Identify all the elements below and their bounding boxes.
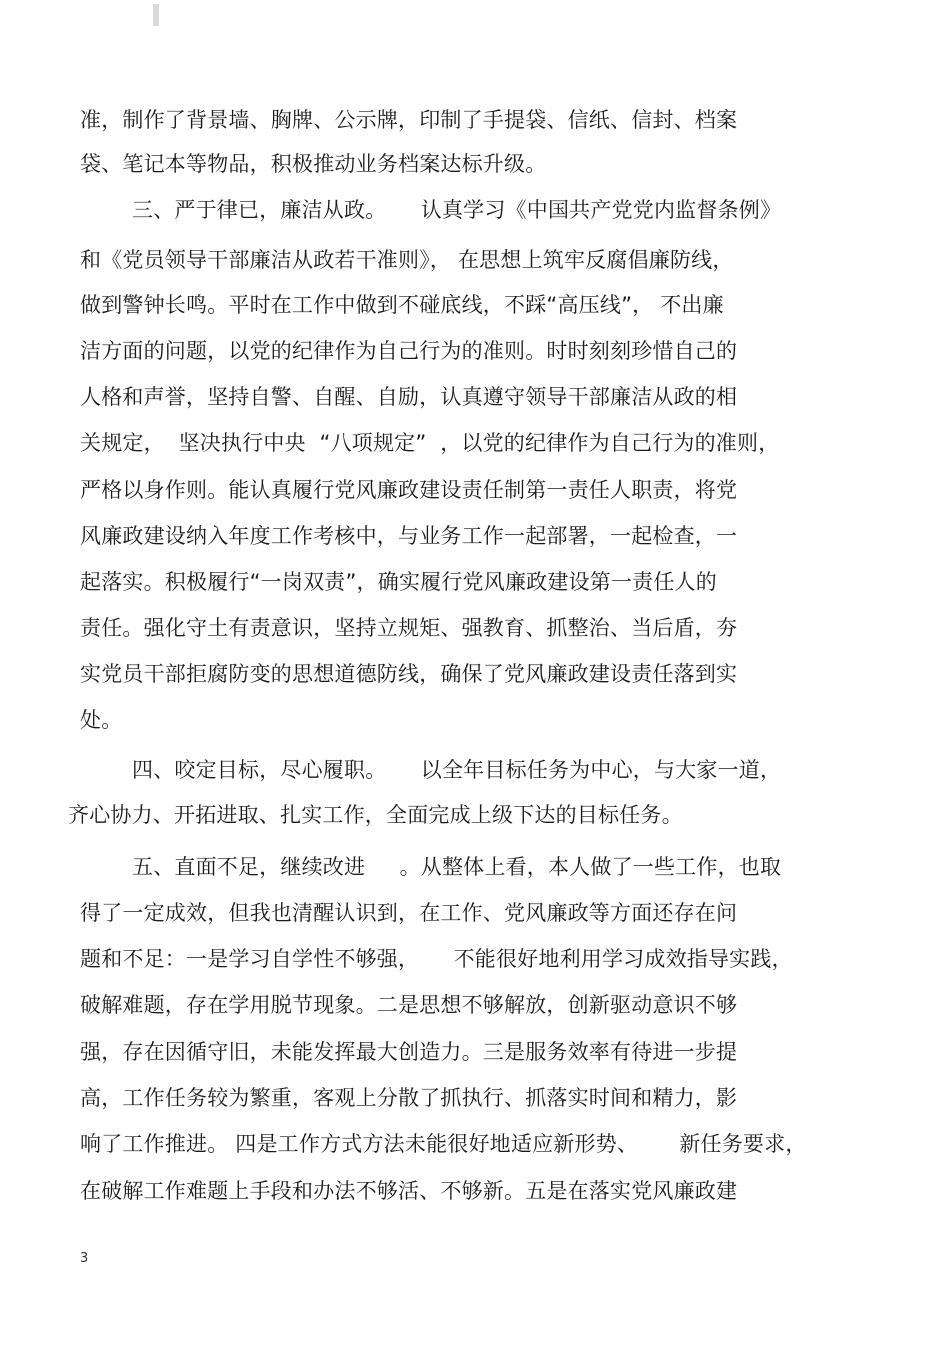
text-line: 在破解工作难题上手段和办法不够活、不够新。五是在落实党风廉政建 xyxy=(80,1179,738,1203)
text-line: 响了工作推进。 四是工作方式方法未能很好地适应新形势、 新任务要求， xyxy=(80,1132,807,1156)
text-line: 得了一定成效，但我也清醒认识到，在工作、党风廉政等方面还存在问 xyxy=(80,901,738,925)
text-line: 四、咬定目标，尽心履职。 以全年目标任务为中心，与大家一道， xyxy=(132,758,782,782)
text-line: 准，制作了背景墙、胸牌、公示牌，印制了手提袋、信纸、信封、档案 xyxy=(80,108,738,132)
text-line: 责任。强化守土有责意识，坚持立规矩、强教育、抓整治、当后盾，夯 xyxy=(80,616,738,640)
scan-mark xyxy=(153,4,159,26)
text-line: 题和不足：一是学习自学性不够强， 不能很好地利用学习成效指导实践， xyxy=(80,947,793,971)
text-line: 和《党员领导干部廉洁从政若干准则》， 在思想上筑牢反腐倡廉防线， xyxy=(80,248,734,272)
text-line: 人格和声誉，坚持自警、自醒、自励，认真遵守领导干部廉洁从政的相 xyxy=(80,385,738,409)
text-line: 洁方面的问题，以党的纪律作为自己行为的准则。时时刻刻珍惜自己的 xyxy=(80,339,738,363)
text-line: 起落实。积极履行“一岗双责”，确实履行党风廉政建设第一责任人的 xyxy=(80,570,717,594)
text-line: 严格以身作则。能认真履行党风廉政建设责任制第一责任人职责，将党 xyxy=(80,478,738,502)
text-line: 强，存在因循守旧，未能发挥最大创造力。三是服务效率有待进一步提 xyxy=(80,1040,738,1064)
text-line: 五、直面不足，继续改进 。从整体上看，本人做了一些工作，也取 xyxy=(132,855,782,879)
text-line: 实党员干部拒腐防变的思想道德防线，确保了党风廉政建设责任落到实 xyxy=(80,662,738,686)
text-line: 三、严于律已，廉洁从政。 认真学习《中国共产党党内监督条例》 xyxy=(132,198,782,222)
text-line: 关规定， 坚决执行中央 “八项规定” ，以党的纪律作为自己行为的准则， xyxy=(80,431,780,455)
page-number: 3 xyxy=(80,1251,89,1266)
text-line: 处。 xyxy=(80,708,123,732)
text-line: 做到警钟长鸣。平时在工作中做到不碰底线，不踩“高压线”， 不出廉 xyxy=(80,293,724,317)
text-line: 高，工作任务较为繁重，客观上分散了抓执行、抓落实时间和精力，影 xyxy=(80,1086,738,1110)
text-line: 风廉政建设纳入年度工作考核中，与业务工作一起部署，一起检查，一 xyxy=(80,524,738,548)
text-line: 破解难题，存在学用脱节现象。二是思想不够解放，创新驱动意识不够 xyxy=(80,993,738,1017)
text-line: 齐心协力、开拓进取、扎实工作，全面完成上级下达的目标任务。 xyxy=(68,803,683,827)
text-line: 袋、笔记本等物品，积极推动业务档案达标升级。 xyxy=(80,152,547,176)
